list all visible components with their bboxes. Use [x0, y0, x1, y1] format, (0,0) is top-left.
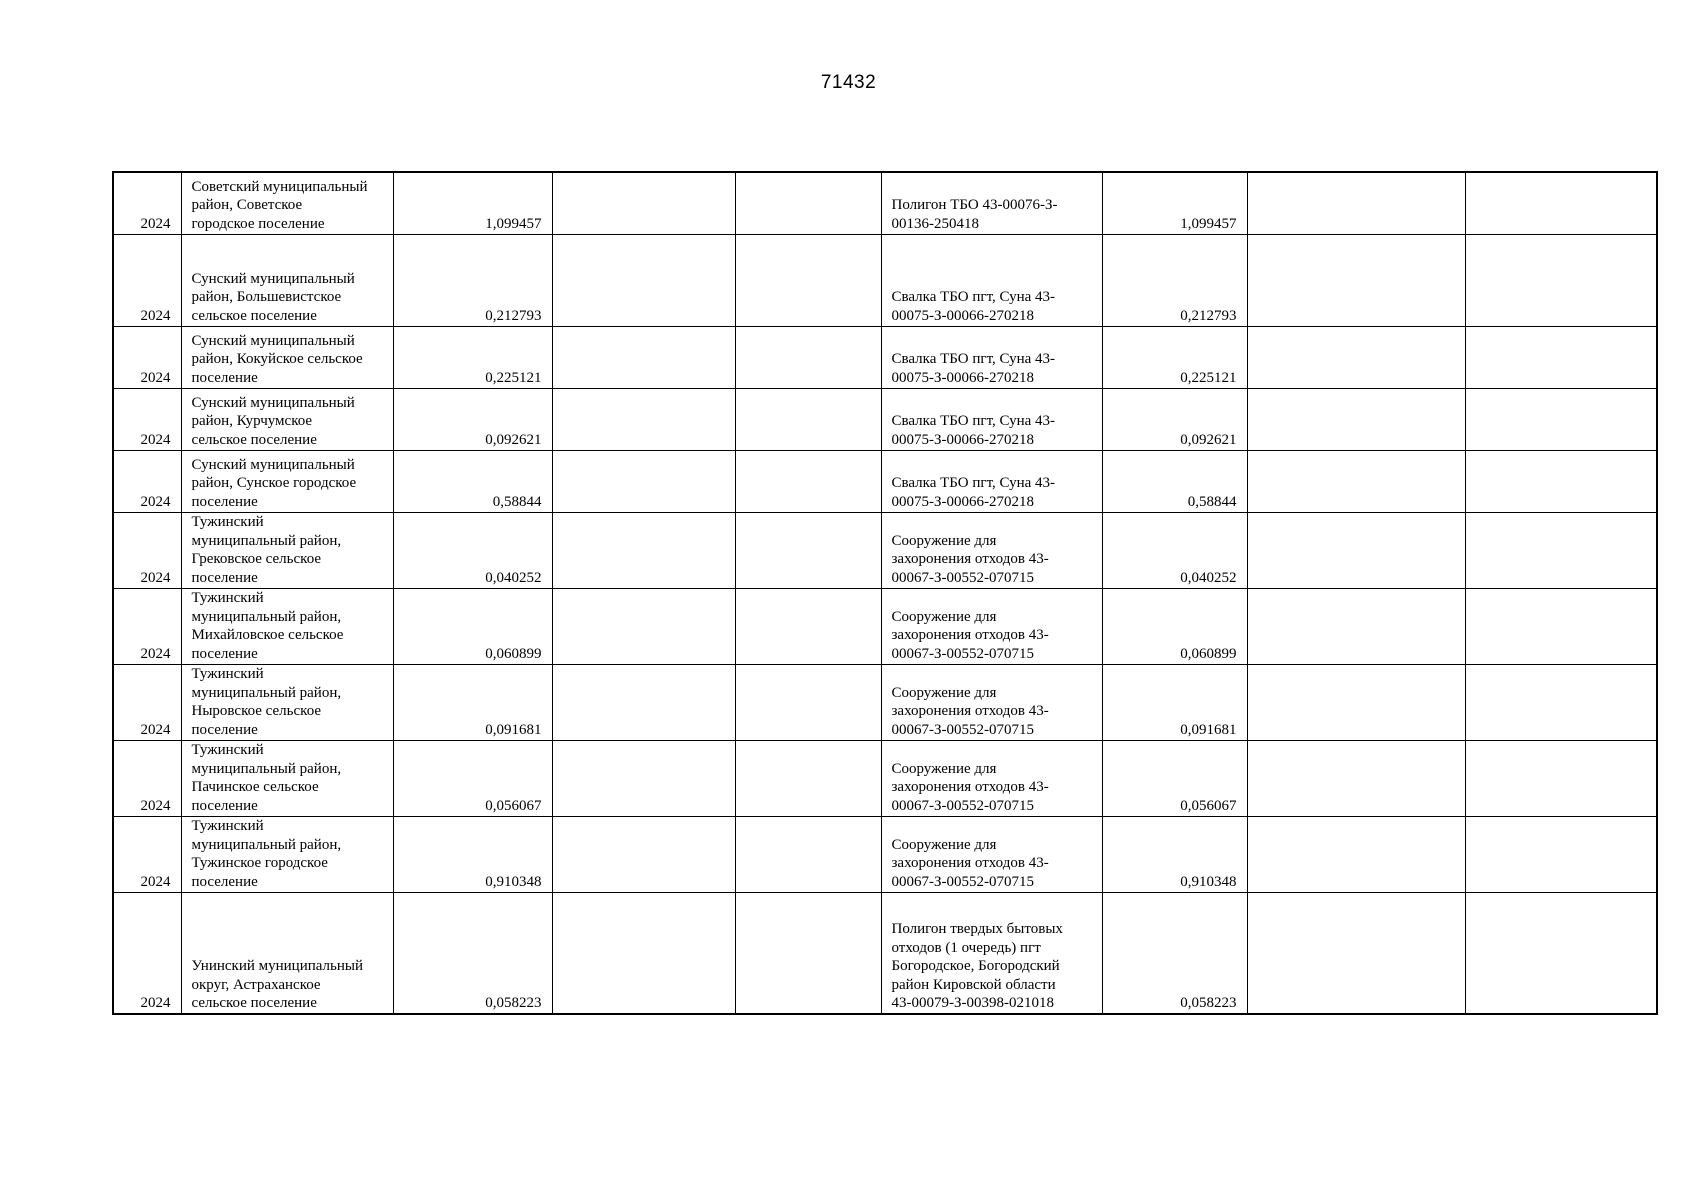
value-cell: 0,092621	[393, 388, 552, 450]
year-cell: 2024	[113, 450, 181, 512]
facility-value-cell: 0,092621	[1102, 388, 1247, 450]
table-row	[113, 664, 1657, 740]
empty-cell	[1247, 450, 1465, 512]
facility-cell: Свалка ТБО пгт, Суна 43- 00075-З-00066-270218	[881, 450, 1102, 512]
year-cell: 2024	[113, 388, 181, 450]
table-row	[113, 588, 1657, 664]
empty-cell	[1465, 450, 1657, 512]
empty-cell	[1247, 234, 1465, 326]
municipality-cell: Тужинский муниципальный район, Михайловское сельское поселение	[181, 588, 393, 664]
facility-cell: Сооружение для захоронения отходов 43- 00067-З-00552-070715	[881, 664, 1102, 740]
table-row	[113, 388, 1657, 450]
value-cell: 0,056067	[393, 740, 552, 816]
facility-cell: Сооружение для захоронения отходов 43- 00067-З-00552-070715	[881, 740, 1102, 816]
empty-cell	[1465, 740, 1657, 816]
year-cell: 2024	[113, 512, 181, 588]
value-cell: 0,058223	[393, 892, 552, 1014]
empty-cell	[1247, 892, 1465, 1014]
value-cell: 0,212793	[393, 234, 552, 326]
table-row	[113, 740, 1657, 816]
empty-cell	[552, 512, 735, 588]
year-cell: 2024	[113, 588, 181, 664]
empty-cell	[1247, 664, 1465, 740]
year-cell: 2024	[113, 664, 181, 740]
empty-cell	[552, 740, 735, 816]
municipality-cell: Сунский муниципальный район, Большевистское сельское поселение	[181, 234, 393, 326]
year-cell: 2024	[113, 892, 181, 1014]
municipality-cell: Сунский муниципальный район, Кокуйское сельское поселение	[181, 326, 393, 388]
facility-cell: Сооружение для захоронения отходов 43- 00067-З-00552-070715	[881, 512, 1102, 588]
municipality-cell: Сунский муниципальный район, Сунское городское поселение	[181, 450, 393, 512]
empty-cell	[735, 234, 881, 326]
facility-value-cell: 0,212793	[1102, 234, 1247, 326]
facility-cell: Сооружение для захоронения отходов 43- 00067-З-00552-070715	[881, 816, 1102, 892]
empty-cell	[1465, 588, 1657, 664]
empty-cell	[735, 172, 881, 234]
facility-value-cell: 0,040252	[1102, 512, 1247, 588]
empty-cell	[1465, 892, 1657, 1014]
page-number: 71432	[820, 72, 877, 93]
empty-cell	[1247, 512, 1465, 588]
municipality-cell: Тужинский муниципальный район, Пачинское сельское поселение	[181, 740, 393, 816]
empty-cell	[735, 450, 881, 512]
facility-value-cell: 0,056067	[1102, 740, 1247, 816]
empty-cell	[552, 588, 735, 664]
empty-cell	[552, 172, 735, 234]
empty-cell	[735, 388, 881, 450]
facility-cell: Полигон ТБО 43-00076-З- 00136-250418	[881, 172, 1102, 234]
empty-cell	[552, 664, 735, 740]
table-row	[113, 512, 1657, 588]
value-cell: 0,910348	[393, 816, 552, 892]
empty-cell	[735, 816, 881, 892]
empty-cell	[735, 512, 881, 588]
empty-cell	[552, 450, 735, 512]
municipality-cell: Тужинский муниципальный район, Тужинское городское поселение	[181, 816, 393, 892]
facility-cell: Полигон твердых бытовых отходов (1 очередь) пгт Богородское, Богородский район Кировской области 43-00079-З-00398-021018	[881, 892, 1102, 1014]
value-cell: 0,58844	[393, 450, 552, 512]
empty-cell	[735, 664, 881, 740]
value-cell: 0,225121	[393, 326, 552, 388]
value-cell: 1,099457	[393, 172, 552, 234]
empty-cell	[552, 816, 735, 892]
empty-cell	[552, 234, 735, 326]
facility-cell: Сооружение для захоронения отходов 43- 00067-З-00552-070715	[881, 588, 1102, 664]
facility-value-cell: 0,060899	[1102, 588, 1247, 664]
empty-cell	[735, 740, 881, 816]
empty-cell	[552, 892, 735, 1014]
empty-cell	[1247, 588, 1465, 664]
empty-cell	[735, 588, 881, 664]
municipality-cell: Тужинский муниципальный район, Грековское сельское поселение	[181, 512, 393, 588]
empty-cell	[552, 388, 735, 450]
year-cell: 2024	[113, 816, 181, 892]
empty-cell	[1465, 326, 1657, 388]
empty-cell	[1465, 664, 1657, 740]
year-cell: 2024	[113, 172, 181, 234]
year-cell: 2024	[113, 740, 181, 816]
empty-cell	[1465, 816, 1657, 892]
facility-value-cell: 0,058223	[1102, 892, 1247, 1014]
table-row	[113, 816, 1657, 892]
empty-cell	[1465, 388, 1657, 450]
facility-value-cell: 0,225121	[1102, 326, 1247, 388]
empty-cell	[735, 892, 881, 1014]
empty-cell	[735, 326, 881, 388]
municipality-cell: Тужинский муниципальный район, Ныровское сельское поселение	[181, 664, 393, 740]
value-cell: 0,040252	[393, 512, 552, 588]
value-cell: 0,091681	[393, 664, 552, 740]
table-row	[113, 172, 1657, 234]
year-cell: 2024	[113, 234, 181, 326]
table-row	[113, 892, 1657, 1014]
facility-value-cell: 0,58844	[1102, 450, 1247, 512]
empty-cell	[1247, 388, 1465, 450]
empty-cell	[1247, 816, 1465, 892]
municipality-cell: Советский муниципальный район, Советское городское поселение	[181, 172, 393, 234]
year-cell: 2024	[113, 326, 181, 388]
facility-value-cell: 0,091681	[1102, 664, 1247, 740]
empty-cell	[1465, 234, 1657, 326]
facility-value-cell: 1,099457	[1102, 172, 1247, 234]
empty-cell	[1247, 172, 1465, 234]
municipality-cell: Унинский муниципальный округ, Астраханское сельское поселение	[181, 892, 393, 1014]
facility-value-cell: 0,910348	[1102, 816, 1247, 892]
table-row	[113, 234, 1657, 326]
value-cell: 0,060899	[393, 588, 552, 664]
empty-cell	[552, 326, 735, 388]
municipality-cell: Сунский муниципальный район, Курчумское сельское поселение	[181, 388, 393, 450]
table-row	[113, 326, 1657, 388]
facility-cell: Свалка ТБО пгт, Суна 43- 00075-З-00066-270218	[881, 388, 1102, 450]
facility-cell: Свалка ТБО пгт, Суна 43- 00075-З-00066-270218	[881, 234, 1102, 326]
table-row	[113, 450, 1657, 512]
empty-cell	[1465, 512, 1657, 588]
data-table	[112, 171, 1658, 1015]
empty-cell	[1247, 740, 1465, 816]
empty-cell	[1247, 326, 1465, 388]
facility-cell: Свалка ТБО пгт, Суна 43- 00075-З-00066-270218	[881, 326, 1102, 388]
empty-cell	[1465, 172, 1657, 234]
